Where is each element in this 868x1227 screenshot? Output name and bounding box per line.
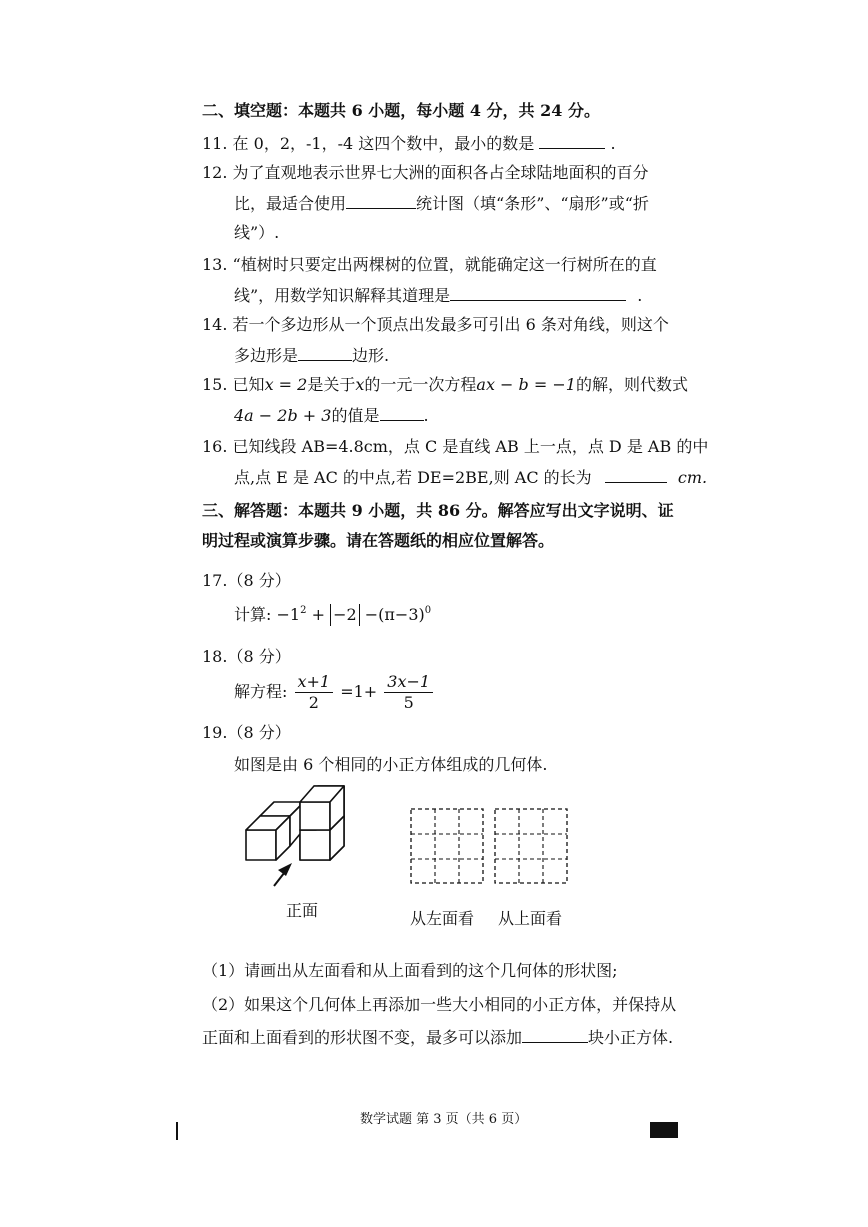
question-19-part2-line2: 正面和上面看到的形状图不变，最多可以添加 块小正方体.: [202, 1028, 674, 1047]
question-score: （8 分）: [227, 723, 291, 742]
absolute-value: −2: [330, 604, 360, 626]
fraction-left: $\frac{x+1}{2}$: [295, 672, 334, 713]
question-number: 16.: [202, 437, 228, 456]
question-12-line2: 比，最适合使用 统计图（填“条形”、“扇形”或“折: [234, 194, 649, 213]
question-number: 14.: [202, 315, 228, 334]
question-number: 11.: [202, 134, 228, 153]
question-19-header: [202, 722, 291, 744]
answer-blank[interactable]: [539, 132, 605, 149]
question-18-equation: 解方程: $\frac{x+1}{2}$ =1+ $\frac{3x-1}{5}$: [234, 670, 435, 714]
question-17-expression: 计算: $-1^2 + -2 -(\pi-3)^0$: [234, 605, 432, 624]
question-19-intro: 如图是由 6 个相同的小正方体组成的几何体.: [234, 755, 548, 774]
answer-blank[interactable]: [522, 1026, 588, 1043]
question-12-line3: 线”）.: [234, 223, 280, 242]
question-19-part2-line1: （2）如果这个几何体上再添加一些大小相同的小正方体，并保持从: [202, 995, 677, 1014]
question-number: 18.: [202, 647, 228, 666]
question-14-line2: 多边形是 边形.: [234, 346, 390, 365]
question-15-line2: 4a − 2b + 3的值是 .: [234, 406, 429, 425]
question-11: 11. 在 0，2，-1，-4 这四个数中，最小的数是 .: [202, 134, 616, 153]
question-15-line1: 15. 已知x = 2是关于x的一元一次方程ax − b = −1的解，则代数式: [202, 375, 688, 394]
question-score: （8 分）: [227, 647, 291, 666]
left-view-grid[interactable]: [410, 808, 484, 884]
section3-header-line2: 明过程或演算步骤。请在答题纸的相应位置解答。: [202, 531, 555, 550]
answer-blank[interactable]: [605, 466, 667, 483]
front-view-label: 正面: [286, 901, 319, 920]
question-17-header: [202, 570, 291, 592]
cube-figure: [240, 784, 360, 896]
page-footer: 数学试题 第 3 页（共 6 页）: [360, 1112, 528, 1127]
section2-header: 二、填空题：本题共 6 小题，每小题 4 分，共 24 分。: [202, 101, 600, 120]
answer-blank[interactable]: [380, 404, 424, 421]
question-14-line1: 14. 若一个多边形从一个顶点出发最多可引出 6 条对角线，则这个: [202, 315, 669, 334]
question-number: 17.: [202, 571, 228, 590]
top-view-label: 从上面看: [498, 909, 563, 928]
section3-header-line1: 三、解答题：本题共 9 小题，共 86 分。解答应写出文字说明、证: [202, 501, 674, 520]
question-number: 13.: [202, 255, 228, 274]
question-13-line1: 13. “植树时只要定出两棵树的位置，就能确定这一行树所在的直: [202, 255, 657, 274]
question-score: （8 分）: [227, 571, 291, 590]
scan-black-block: [650, 1122, 678, 1138]
cube-front-face: [246, 830, 276, 860]
fraction-right: $\frac{3x-1}{5}$: [384, 672, 433, 713]
top-view-grid[interactable]: [494, 808, 568, 884]
arrow-icon: [274, 863, 292, 886]
left-view-label: 从左面看: [410, 909, 475, 928]
question-19-part1: （1）请画出从左面看和从上面看到的这个几何体的形状图;: [202, 961, 618, 980]
question-number: 19.: [202, 723, 228, 742]
question-number: 12.: [202, 163, 228, 182]
scan-mark: [176, 1122, 178, 1140]
question-text: 在 0，2，-1，-4 这四个数中，最小的数是: [232, 134, 535, 153]
answer-blank[interactable]: [298, 344, 352, 361]
question-16-line2: 点,点 E 是 AC 的中点,若 DE=2BE,则 AC 的长为 cm.: [234, 468, 708, 487]
answer-blank[interactable]: [346, 192, 416, 209]
question-18-header: [202, 646, 291, 668]
question-number: 15.: [202, 375, 228, 394]
question-12-line1: 12. 为了直观地表示世界七大洲的面积各占全球陆地面积的百分: [202, 163, 649, 182]
answer-blank[interactable]: [450, 284, 626, 301]
question-13-line2: 线”，用数学知识解释其道理是 .: [234, 286, 643, 305]
question-16-line1: 16. 已知线段 AB=4.8cm，点 C 是直线 AB 上一点，点 D 是 AB 的中: [202, 437, 709, 456]
